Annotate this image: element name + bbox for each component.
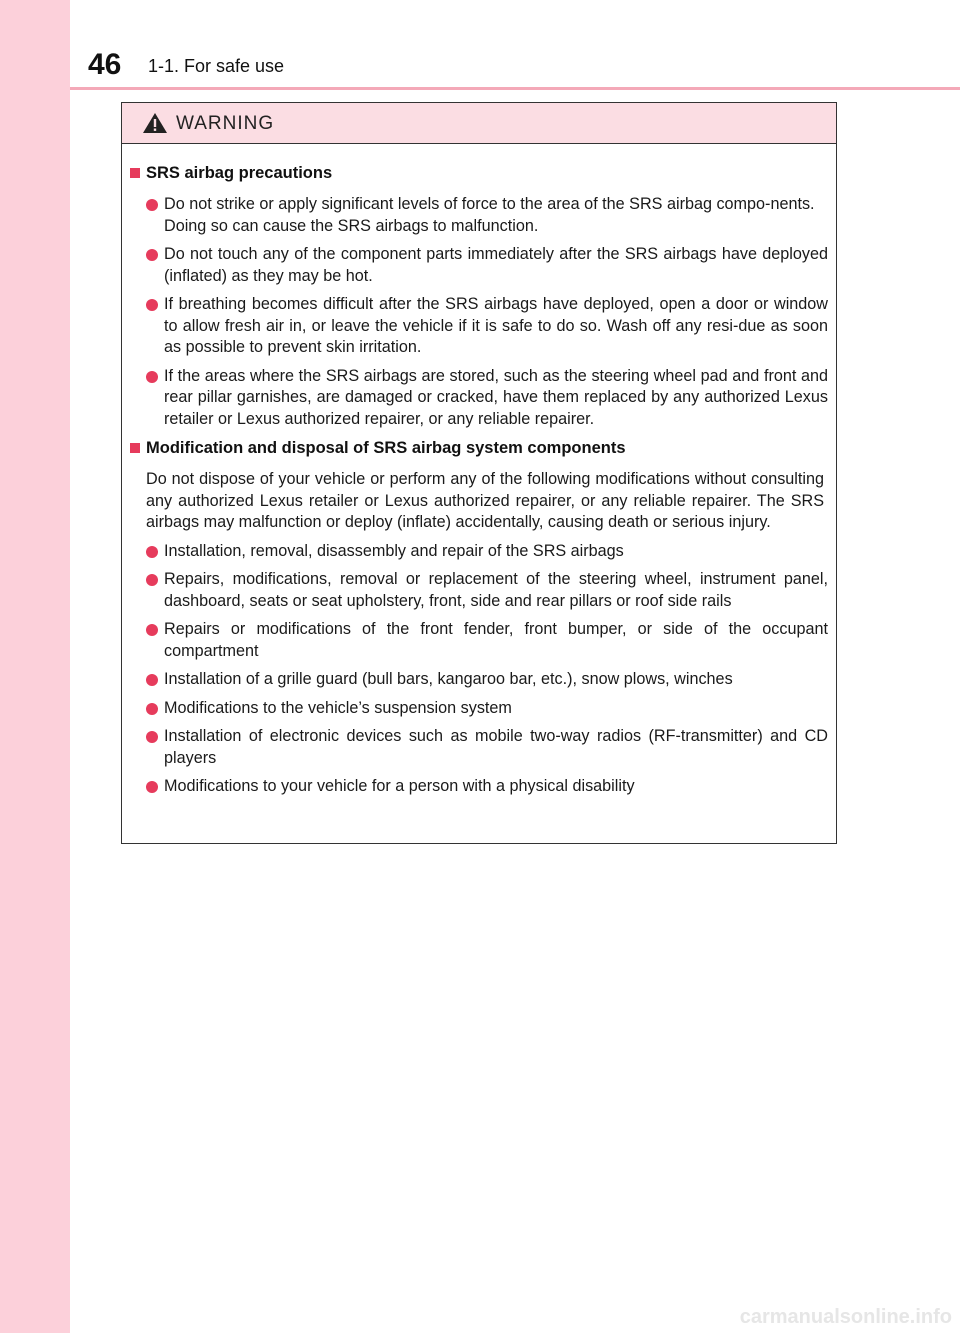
warning-content [122,144,836,798]
circle-bullet-icon [146,674,158,686]
section-title: 1-1. For safe use [148,56,285,76]
circle-bullet-icon [146,371,158,383]
warning-header [122,103,836,144]
section-intro: Do not dispose of your vehicle or perform any of the following modifications without consulting any authorized Lexus retailer or Lexus authorized repairer, or any reliable repairer. The SRS airbags may malfunction or deploy (inflate) accidentally, causing death or serious injury. [146,470,824,531]
circle-bullet-icon [146,299,158,311]
list-item-text: If the areas where the SRS airbags are stored, such as the steering wheel pad and front and rear pillar garnishes, are damaged or cracked, have them replaced by any authorized Lexus retailer or Lexus authorized repairer, or any reliable repairer. [164,366,828,428]
list-item [130,366,828,431]
list-item-text: Installation of a grille guard (bull bars, kangaroo bar, etc.), snow plows, winches [164,670,733,688]
list-item [130,541,828,563]
list-item [130,569,828,612]
circle-bullet-icon [146,574,158,586]
list-item-text: Installation of electronic devices such as mobile two-way radios (RF-transmitter) and CD players [164,727,828,767]
page-header [70,0,960,88]
circle-bullet-icon [146,199,158,211]
list-item [130,726,828,769]
list-item-text: Repairs or modifications of the front fender, front bumper, or side of the occupant compartment [164,620,828,660]
list-item-text: Modifications to the vehicle’s suspension system [164,698,512,717]
list-item-text: Modifications to your vehicle for a person with a physical disability [164,777,635,795]
list-item-note: Doing so can cause the SRS airbags to malfunction. [164,216,539,235]
square-bullet-icon [130,443,140,453]
section-heading-modification-disposal [130,437,828,459]
heading-text: Modification and disposal of SRS airbag system components [146,439,626,457]
circle-bullet-icon [146,731,158,743]
list-item [130,776,828,798]
list-item [130,194,828,237]
list-item [130,244,828,287]
list-item [130,669,828,691]
list-item-text: Repairs, modifications, removal or replacement of the steering wheel, instrument panel, dashboard, seats or seat upholstery, front, side and rear pillars or roof side rails [164,570,828,610]
side-band [0,0,70,1333]
list-item-text: Do not touch any of the component parts immediately after the SRS airbags have deployed (inflated) as they may be hot. [164,245,828,285]
list-item-text: If breathing becomes difficult after the SRS airbags have deployed, open a door or window to allow fresh air in, or leave the vehicle if it is safe to do so. Wash off any resi-due as soon as possible to prevent skin irritation. [164,295,828,356]
warning-box [121,102,837,844]
circle-bullet-icon [146,249,158,261]
circle-bullet-icon [146,781,158,793]
list-item [130,698,828,720]
heading-text: SRS airbag precautions [146,164,333,182]
circle-bullet-icon [146,546,158,558]
list-item [130,619,828,662]
list-item-text: Installation, removal, disassembly and repair of the SRS airbags [164,541,624,560]
square-bullet-icon [130,168,140,178]
list-item-text: Do not strike or apply significant levels of force to the area of the SRS airbag compo-nents. [164,195,815,213]
list-item [130,294,828,359]
page-number: 46 [88,48,122,81]
watermark: carmanualsonline.info [739,1306,952,1328]
warning-triangle-icon [142,112,168,134]
section-heading-srs-precautions [130,162,828,184]
header-rule [70,87,960,90]
warning-title: WARNING [176,113,275,134]
circle-bullet-icon [146,703,158,715]
circle-bullet-icon [146,624,158,636]
